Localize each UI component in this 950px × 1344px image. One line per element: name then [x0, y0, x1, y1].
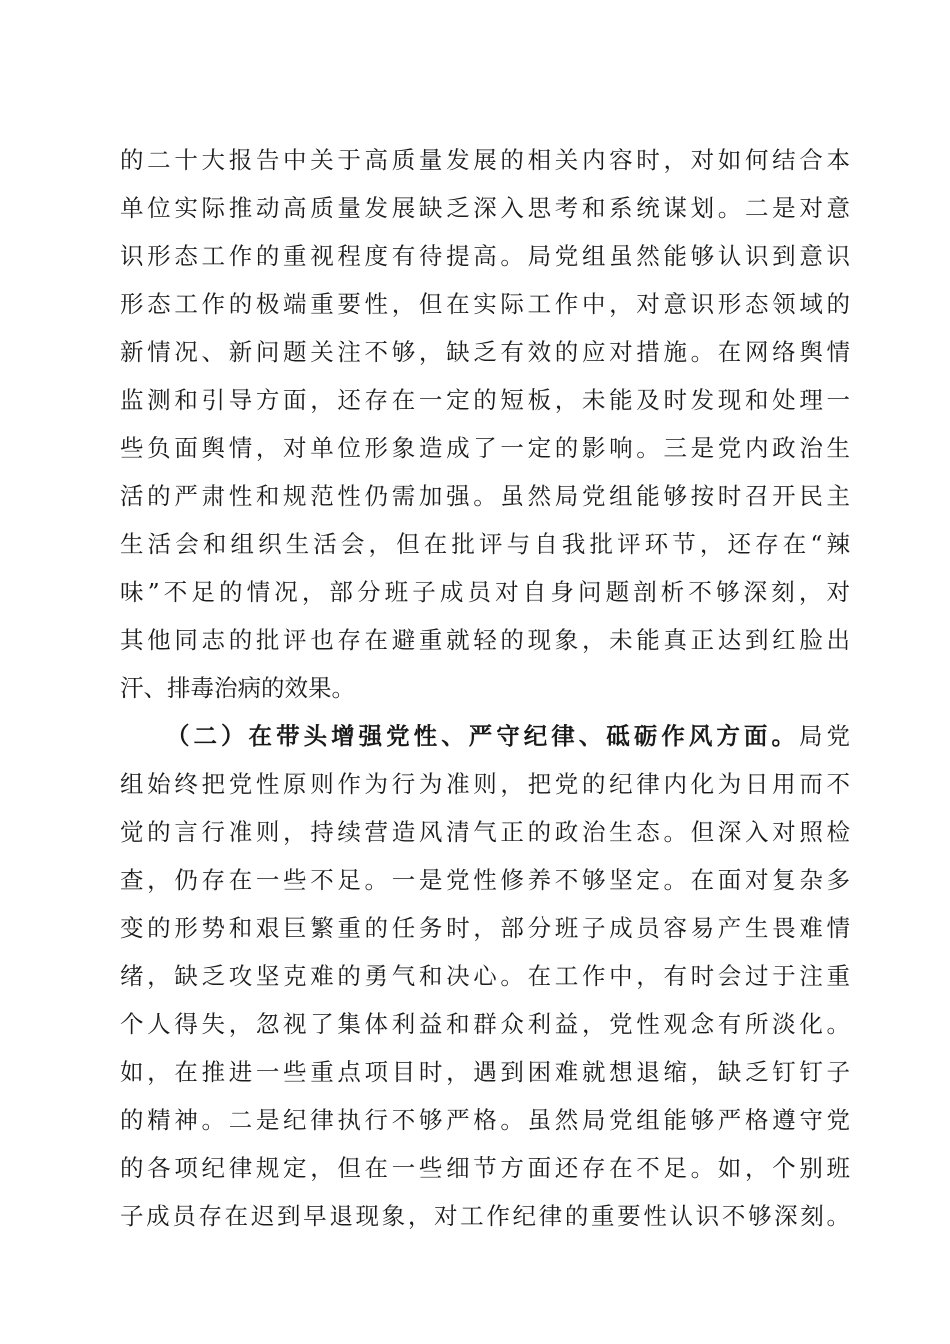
section-heading: （二）在带头增强党性、严守纪律、砥砺作风方面。	[166, 722, 799, 750]
text-line: 单位实际推动高质量发展缺乏深入思考和系统谋划。二是对意	[120, 194, 850, 222]
text-line: 子成员存在迟到早退现象，对工作纪律的重要性认识不够深刻。	[120, 1202, 850, 1230]
section-heading-tail: 局党	[798, 722, 851, 750]
text-line: 个人得失，忽视了集体利益和群众利益，党性观念有所淡化。	[120, 1010, 850, 1038]
text-line: 绪，缺乏攻坚克难的勇气和决心。在工作中，有时会过于注重	[120, 962, 850, 990]
text-line: 组始终把党性原则作为行为准则，把党的纪律内化为日用而不	[120, 770, 850, 798]
text-line: 如，在推进一些重点项目时，遇到困难就想退缩，缺乏钉钉子	[120, 1058, 850, 1086]
text-line: 些负面舆情，对单位形象造成了一定的影响。三是党内政治生	[120, 434, 850, 462]
text-line: 的二十大报告中关于高质量发展的相关内容时，对如何结合本	[120, 146, 850, 174]
section-heading-line	[166, 716, 850, 756]
text-line: 的精神。二是纪律执行不够严格。虽然局党组能够严格遵守党	[120, 1106, 850, 1134]
text-line: 查，仍存在一些不足。一是党性修养不够坚定。在面对复杂多	[120, 866, 850, 894]
text-line: 汗、排毒治病的效果。	[120, 674, 355, 702]
text-line: 变的形势和艰巨繁重的任务时，部分班子成员容易产生畏难情	[120, 914, 850, 942]
text-line: 觉的言行准则，持续营造风清气正的政治生态。但深入对照检	[120, 818, 850, 846]
text-line: 其他同志的批评也存在避重就轻的现象，未能真正达到红脸出	[120, 626, 850, 654]
text-line: 生活会和组织生活会，但在批评与自我批评环节，还存在“辣	[120, 530, 850, 558]
text-line: 形态工作的极端重要性，但在实际工作中，对意识形态领域的	[120, 290, 850, 318]
text-line: 味”不足的情况，部分班子成员对自身问题剖析不够深刻，对	[120, 578, 850, 606]
text-line: 活的严肃性和规范性仍需加强。虽然局党组能够按时召开民主	[120, 482, 850, 510]
text-line: 新情况、新问题关注不够，缺乏有效的应对措施。在网络舆情	[120, 338, 850, 366]
text-line: 监测和引导方面，还存在一定的短板，未能及时发现和处理一	[120, 386, 850, 414]
text-line: 的各项纪律规定，但在一些细节方面还存在不足。如，个别班	[120, 1154, 850, 1182]
text-line: 识形态工作的重视程度有待提高。局党组虽然能够认识到意识	[120, 242, 850, 270]
